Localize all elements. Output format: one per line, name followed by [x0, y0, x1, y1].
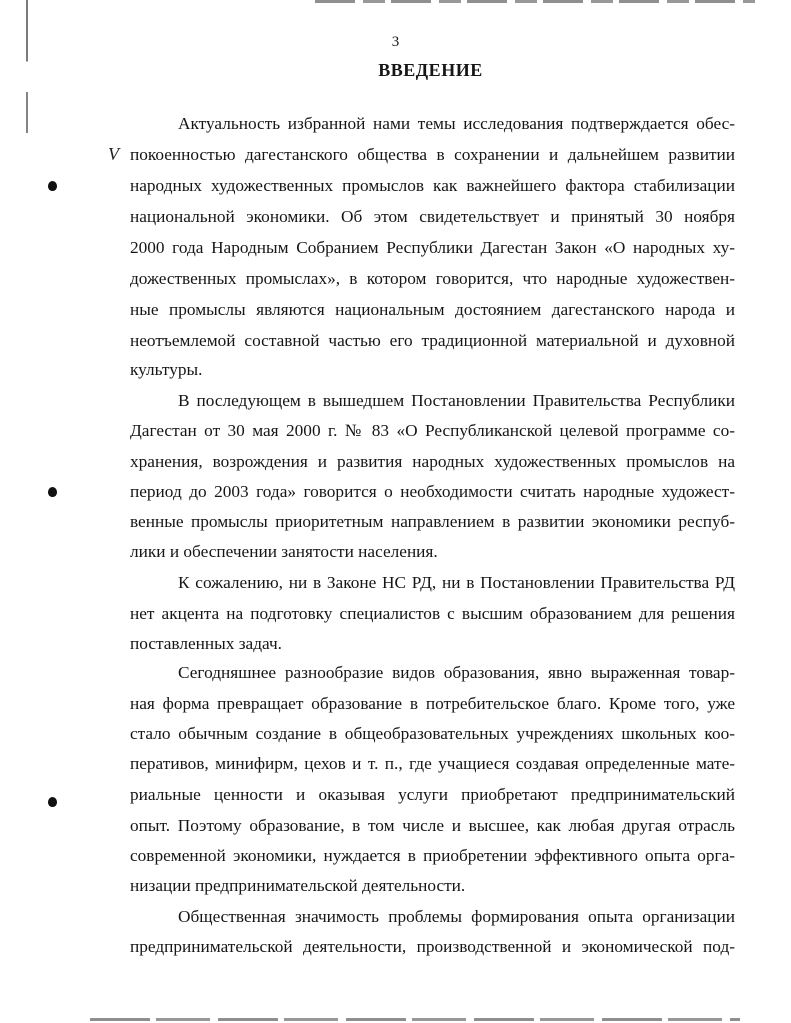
text-line: Общественная значимость проблемы формирования опыта организации: [178, 907, 735, 926]
text-line: покоенностью дагестанского общества в сохранении и дальнейшем развитии: [130, 145, 735, 164]
text-line: венные промыслы приоритетным направлением в развитии экономики респуб-: [130, 512, 735, 531]
text-line: хранения, возрождения и развития народных художественных промыслов на: [130, 452, 735, 471]
text-line: неотъемлемой составной частью его традиционной материальной и духовной: [130, 331, 735, 350]
text-line: народных художественных промыслов как важнейшего фактора стабилизации: [130, 176, 735, 195]
text-line: дожественных промыслах», в котором говорится, что народные художествен-: [130, 269, 735, 288]
text-line: лики и обеспечении занятости населения.: [130, 542, 438, 561]
text-line: современной экономики, нуждается в приобретении эффективного опыта орга-: [130, 846, 735, 865]
section-title: ВВЕДЕНИЕ: [378, 60, 483, 80]
text-line: национальной экономики. Об этом свидетельствует и принятый 30 ноября: [130, 207, 735, 226]
text-line: поставленных задач.: [130, 634, 282, 653]
text-line: культуры.: [130, 360, 203, 379]
binder-hole-2: [48, 487, 57, 497]
scan-edge-left: [26, 0, 28, 1023]
text-line: Дагестан от 30 мая 2000 г. № 83 «О Республиканской целевой программе со-: [130, 421, 735, 440]
text-line: риальные ценности и оказывая услуги приобретают предпринимательский: [130, 785, 735, 804]
binder-hole-3: [48, 797, 57, 807]
text-line: период до 2003 года» говорится о необходимости считать народные художест-: [130, 482, 735, 501]
text-line: опыт. Поэтому образование, в том числе и высшее, как любая другая отрасль: [130, 816, 735, 835]
text-line: К сожалению, ни в Законе НС РД, ни в Постановлении Правительства РД: [178, 573, 735, 592]
text-line: предпринимательской деятельности, производственной и экономической под-: [130, 937, 735, 956]
text-line: стало обычным создание в общеобразовательных учреждениях школьных коо-: [130, 724, 735, 743]
text-line: Актуальность избранной нами темы исследования подтверждается обес-: [178, 114, 735, 133]
text-line: перативов, минифирм, цехов и т. п., где учащиеся создавая определенные мате-: [130, 754, 735, 773]
scan-line-bottom: [90, 1018, 740, 1021]
binder-hole-1: [48, 181, 57, 191]
text-line: ная форма превращает образование в потребительское благо. Кроме того, уже: [130, 694, 735, 713]
handwritten-margin-mark: V: [108, 144, 119, 164]
text-line: Сегодняшнее разнообразие видов образования, явно выраженная товар-: [178, 663, 735, 682]
text-line: ные промыслы являются национальным достоянием дагестанского народа и: [130, 300, 735, 319]
page-number: 3: [391, 34, 400, 50]
scan-line-top: [315, 0, 755, 3]
text-line: нет акцента на подготовку специалистов с высшим образованием для решения: [130, 604, 735, 623]
text-line: 2000 года Народным Собранием Республики Дагестан Закон «О народных ху-: [130, 238, 735, 257]
text-line: низации предпринимательской деятельности.: [130, 876, 466, 895]
text-line: В последующем в вышедшем Постановлении Правительства Республики: [178, 391, 735, 410]
